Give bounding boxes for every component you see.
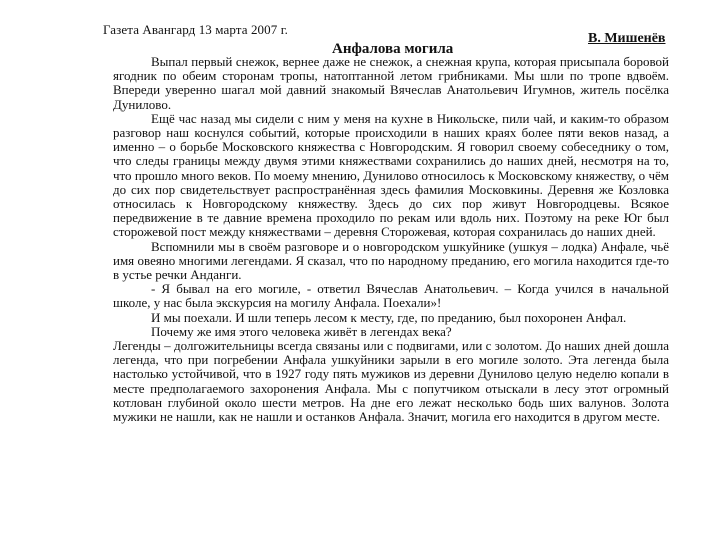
article-title: Анфалова могила [332, 41, 454, 57]
paragraph: Легенды – долгожительницы всегда связаны или с подвигами, или с золотом. До наших дней дошла легенда, что при погребении Анфала ушкуйники зарыли в его могиле золото. Эта легенда была настолько устойчивой, что в 1927 году пять мужиков из деревни Дунилово целую неделю копали в месте предполагаемого захоронения Анфала. Мы с попутчиком отыскали в лесу этот огромный котлован глубиной около шести метров. На дне его лежат несколько бодь ших валунов. Золота мужики не нашли, как не нашли и останков Анфала. Значит, могила его находится в другом месте. [113, 338, 669, 425]
source-line: Газета Авангард 13 марта 2007 г. [103, 22, 289, 37]
author-name: В. Мишенёв [588, 31, 666, 46]
article-body [113, 55, 669, 424]
paragraph: - Я бывал на его могиле, - ответил Вячеслав Анатольевич. – Когда учился в начальной школе, у нас была экскурсия на могилу Анфала. Поехали»! [113, 281, 669, 311]
paragraph: Почему же имя этого человека живёт в легендах века? [151, 323, 452, 339]
paragraph: Выпал первый снежок, вернее даже не снежок, а снежная крупа, которая присыпала боровой ягодник по обеим сторонам тропы, натоптанной летом грибниками. Мы шли по тропе вдвоём. Впереди уверенно шагал мой давний знакомый Вячеслав Анатольевич Игумнов, житель посёлка Дунилово. [113, 54, 669, 112]
paragraph: Вспомнили мы в своём разговоре и о новгородском ушкуйнике (ушкуя – лодка) Анфале, чьё имя овеяно многими легендами. Я сказал, что по народному преданию, его могила находится где-то в устье речки Анданги. [113, 238, 669, 283]
paragraph: И мы поехали. И шли теперь лесом к месту, где, по преданию, был похоронен Анфал. [151, 309, 627, 325]
paragraph: Ещё час назад мы сидели с ним у меня на кухне в Никольске, пили чай, и каким-то образом разговор наш коснулся событий, которые происходили в наших краях более пяти веков назад, а именно – о борьбе Московского княжества с Новгородским. Я говорил своему собеседнику о том, что следы границы между двумя этими княжествами сохранились до наших дней, несмотря на то, что прошло много веков. По моему мнению, Дунилово относилось к Московскому княжеству, о чём до сих пор свидетельствует распространённая здесь фамилия Московкины. Деревня же Козловка относилась к Новгородскому княжеству. Здесь до сих пор живут Новгородцевы. Всякое передвижение в те давние времена проходило по рекам или вдоль них. Поэтому на реке Юг был сторожевой пост между княжествами – деревня Сторожевая, которая сохранилась до наших дней. [113, 110, 669, 240]
